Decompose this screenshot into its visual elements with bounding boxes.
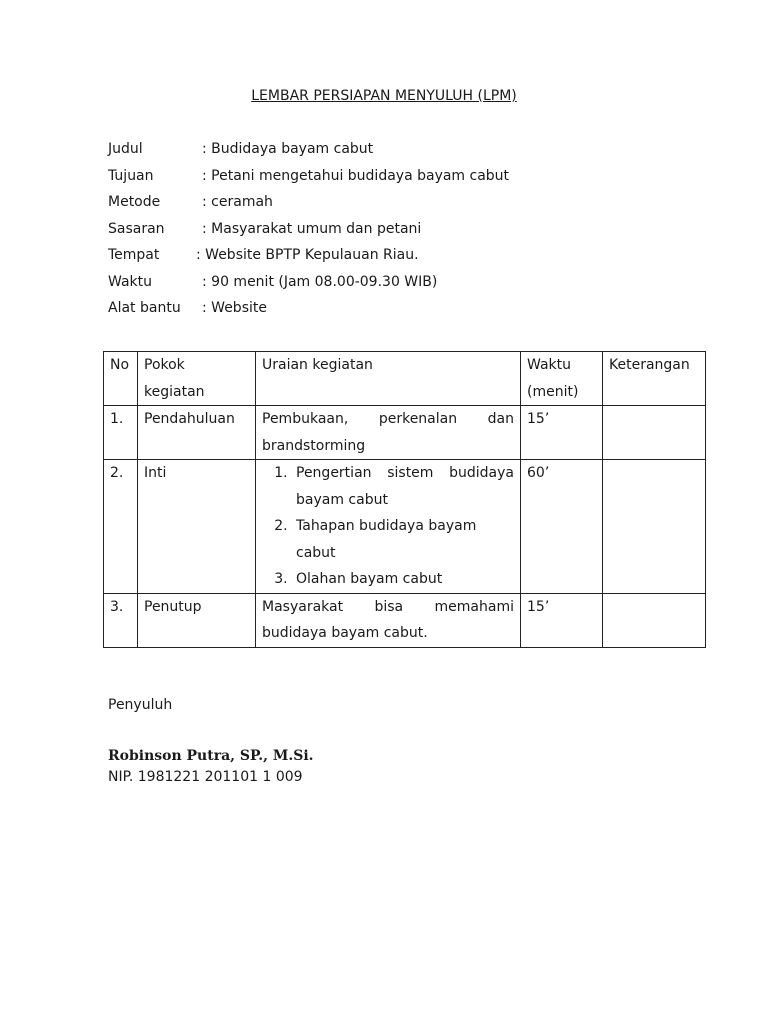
uraian-word: bisa: [374, 598, 404, 615]
step-item: [292, 460, 514, 513]
signature-role: Penyuluh: [108, 697, 173, 713]
cell-pokok: Penutup: [138, 593, 256, 647]
step-word: 1. Pengertian: [296, 465, 372, 481]
uraian-line: budidaya bayam cabut.: [262, 625, 428, 641]
header-waktu-label: Waktu: [527, 357, 571, 373]
info-label: Alat bantu: [108, 300, 181, 316]
cell-uraian: [256, 406, 521, 460]
info-value: : Website: [202, 300, 267, 316]
uraian-line: brandstorming: [262, 437, 366, 454]
info-label: Metode: [108, 194, 161, 210]
table-header-row: [104, 352, 706, 406]
step-word: sistem: [387, 465, 434, 481]
info-label: Tempat: [108, 247, 160, 263]
header-waktu: [521, 352, 603, 406]
table-row: [104, 460, 706, 594]
uraian-word: Pembukaan,: [262, 411, 349, 427]
info-value: : ceramah: [202, 194, 273, 210]
cell-no: 2.: [104, 460, 138, 594]
header-pokok-kegiatan: Pokok kegiatan: [138, 352, 256, 406]
cell-no: 3.: [104, 593, 138, 647]
cell-keterangan: [603, 406, 706, 460]
activity-table: [103, 351, 706, 648]
signer-nip: NIP. 1981221 201101 1 009: [108, 769, 303, 785]
info-label: Sasaran: [108, 220, 165, 237]
uraian-word: Masyarakat: [262, 598, 344, 615]
step-line: bayam cabut: [296, 491, 388, 508]
info-label: Judul: [108, 141, 143, 157]
header-uraian-kegiatan: Uraian kegiatan: [256, 352, 521, 406]
cell-uraian: [256, 460, 521, 594]
info-value: : Petani mengetahui budidaya bayam cabut: [202, 167, 510, 184]
step-item: 2. Tahapan budidaya bayam cabut: [292, 513, 514, 566]
header-keterangan: Keterangan: [603, 352, 706, 406]
table-row: [104, 406, 706, 460]
step-item: 3. Olahan bayam cabut: [292, 566, 514, 593]
step-word: budidaya: [449, 465, 514, 481]
cell-waktu: 15’: [521, 593, 603, 647]
step-list: [262, 460, 514, 593]
uraian-line: [262, 594, 514, 621]
info-label: Tujuan: [108, 167, 154, 184]
uraian-word: memahami: [434, 598, 514, 615]
uraian-word: perkenalan: [378, 411, 458, 427]
table-row: [104, 593, 706, 647]
signer-name: Robinson Putra, SP., M.Si.: [108, 748, 314, 764]
cell-pokok: Pendahuluan: [138, 406, 256, 460]
info-value: : 90 menit (Jam 08.00-09.30 WIB): [202, 273, 438, 290]
cell-keterangan: [603, 593, 706, 647]
cell-no: 1.: [104, 406, 138, 460]
info-value: : Masyarakat umum dan petani: [202, 220, 422, 237]
step-line: [296, 460, 514, 487]
cell-uraian: [256, 593, 521, 647]
cell-keterangan: [603, 460, 706, 594]
cell-waktu: 15’: [521, 406, 603, 460]
header-waktu-unit: (menit): [527, 383, 579, 400]
uraian-line: [262, 406, 514, 433]
info-label: Waktu: [108, 273, 152, 290]
info-value: : Website BPTP Kepulauan Riau.: [196, 247, 419, 263]
info-value: : Budidaya bayam cabut: [202, 141, 374, 157]
cell-pokok: Inti: [138, 460, 256, 594]
cell-waktu: 60’: [521, 460, 603, 594]
uraian-word: dan: [487, 411, 514, 427]
document-title: LEMBAR PERSIAPAN MENYULUH (LPM): [251, 88, 517, 104]
header-no: No: [104, 352, 138, 406]
